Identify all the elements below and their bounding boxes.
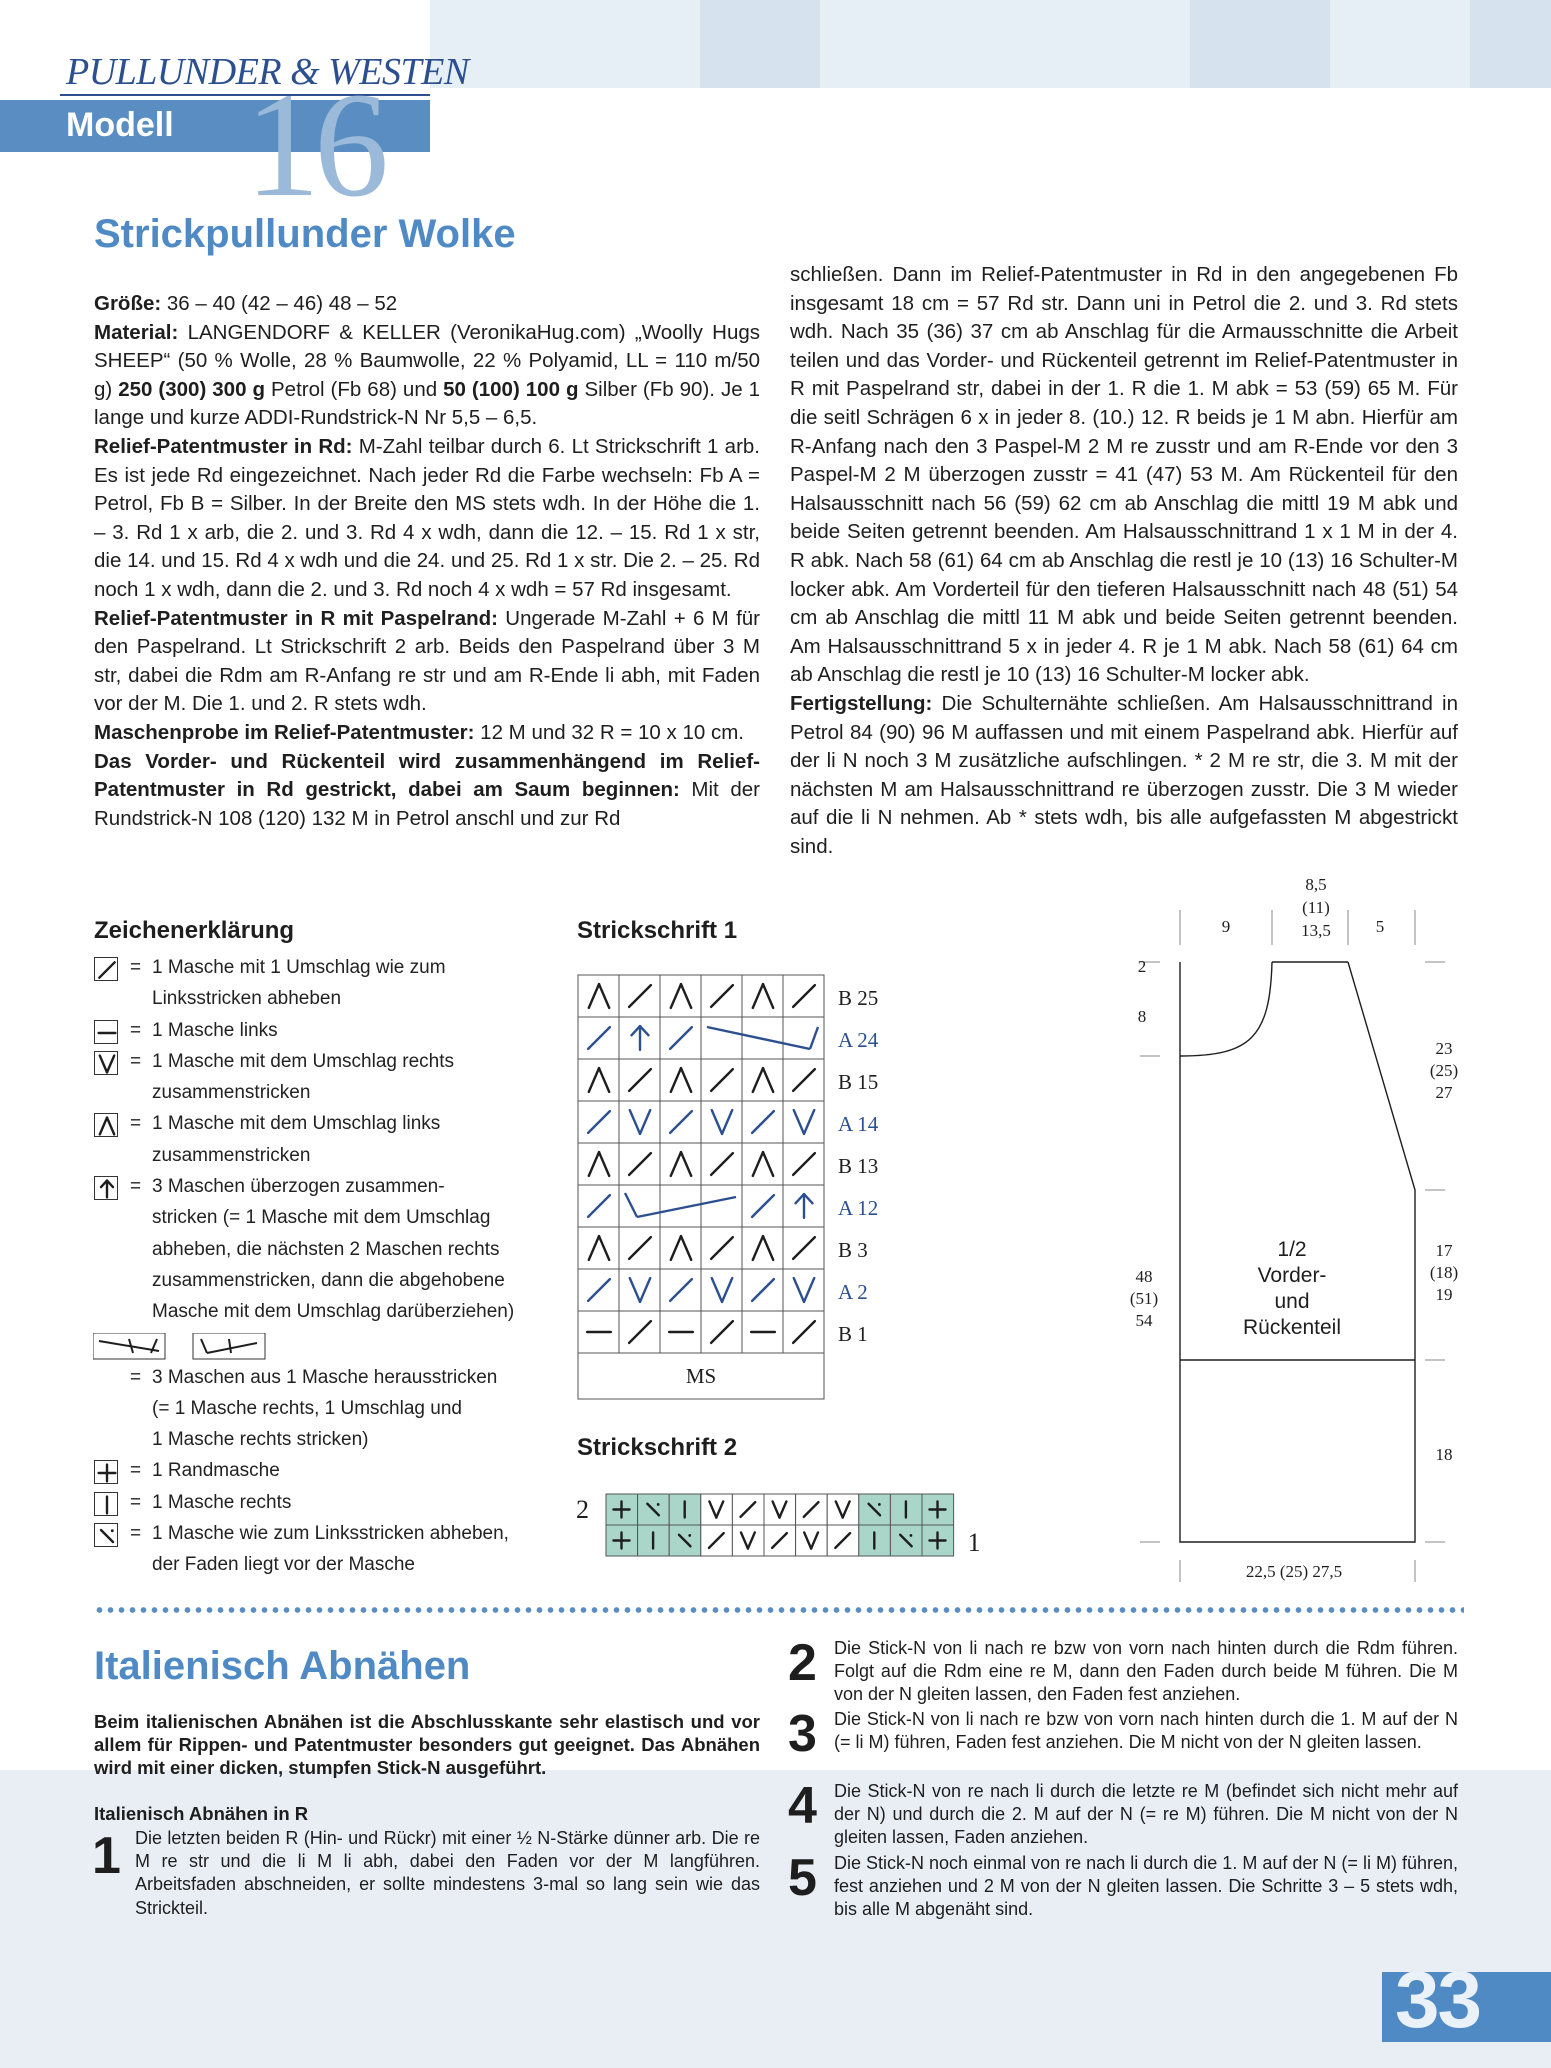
step-text: Die Stick-N von li nach re bzw von vorn nach hinten durch die Rdm führen. Folgt auf die Rdm eine re M, dann den Faden durch beide M führen. Die M von der N gleiten lassen, den Faden fest anziehen. [834, 1638, 1458, 1705]
legend-item [94, 1455, 534, 1486]
instruction-paragraph [790, 261, 1458, 690]
legend-text: stricken (= 1 Masche mit dem Umschlag [152, 1207, 491, 1229]
legend-item [94, 1171, 534, 1327]
legend-text: 1 Masche links [152, 1019, 278, 1041]
center-label: Vorder- [1257, 1264, 1327, 1287]
chart1-cell [701, 1017, 742, 1059]
step-number: 3 [788, 1705, 817, 1763]
legend-equals: = [130, 1019, 142, 1041]
lambda-icon-stroke [100, 1118, 107, 1135]
chart2-cell [827, 1494, 859, 1525]
chart1-cell [619, 1101, 660, 1143]
increase-icon [93, 1333, 273, 1361]
instruction-text: Silber (Fb 90). Je 1 lange und kurze ADDI-Rundstrick-N Nr 5,5 – 6,5. [94, 377, 761, 430]
instruction-text: Mit der Rundstrick-N 108 (120) 132 M in Petrol anschl und zur Rd [94, 778, 760, 830]
step-number: 4 [788, 1777, 817, 1835]
legend-equals: = [130, 1366, 142, 1388]
neck-label: 9 [1221, 917, 1231, 936]
legend-equals: = [130, 1491, 142, 1513]
neck-label: (11) [1302, 898, 1330, 917]
legend [94, 952, 534, 1581]
page-title: Strickpullunder Wolke [94, 212, 516, 256]
instruction-paragraph [94, 748, 760, 834]
legend-text: zusammenstricken [152, 1082, 311, 1104]
legend-text: der Faden liegt vor der Masche [152, 1554, 415, 1576]
italian-subtitle: Italienisch Abnähen in R [94, 1803, 309, 1824]
right-label: 19 [1435, 1285, 1453, 1304]
legend-equals: = [130, 1176, 142, 1198]
instruction-text: Ungerade M-Zahl + 6 M für den Paspelrand. Lt Strickschrift 2 arb. Beids den Paspelrand über 3 M str, dabei die Rdm am R-Anfang re str und am R-Ende li abh, mit Faden vor der M. Die 1. und 2. R stets wdh. [94, 606, 760, 716]
legend-title: Zeichenerklärung [94, 917, 295, 944]
italian-title: Italienisch Abnähen [94, 1644, 471, 1688]
legend-item [94, 1518, 534, 1581]
instruction-text: Die Schulternähte schließen. Am Halsausschnittrand in Petrol 84 (90) 96 M auffassen und mit einem Paspelrand abk. Hierfür auf der li N noch 3 M zusätzliche aufschlingen. * 2 M re str, die 3. M mit der nächsten M am Halsausschnittrand re überzogen zusstr. Die 3 M wieder auf die li N nehmen. Ab * stets wdh, bis alle aufgefassten M abgestrickt sind. [790, 691, 1458, 858]
instruction-text: LANGENDORF & KELLER (VeronikaHug.com) „Woolly Hugs SHEEP“ (50 % Wolle, 28 % Baumwolle, 22 % Polyamid, LL = 110 m/50 g) [94, 320, 760, 401]
chart1-row-label: B 1 [838, 1322, 868, 1346]
chart2-cell [732, 1525, 764, 1556]
chart1-cell [578, 1143, 619, 1185]
legend-item [94, 1015, 534, 1046]
instruction-text: M-Zahl teilbar durch 6. Lt Strickschrift 1 arb. Es ist jede Rd eingezeichnet. Nach jeder Rd die Farbe wechseln: Fb A = Petrol, Fb B = Silber. In der Breite den MS stets wdh. In der Höhe die 1. – 3. Rd 1 x arb, die 2. und 3. Rd 4 x wdh, dann die 12. – 15. Rd 1 x str, die 14. und 15. Rd 4 x wdh und die 24. und 25. Rd 1 x str. Die 2. – 25. Rd noch 1 x wdh, dann die 2. und 3. Rd noch 4 x wdh = 57 Rd insgesamt. [94, 434, 761, 601]
dot-mark [878, 1503, 881, 1506]
chart2-cell [764, 1494, 796, 1525]
chart2-cell [701, 1494, 733, 1525]
v-icon [94, 1051, 120, 1077]
legend-text: 1 Masche mit 1 Umschlag wie zum [152, 957, 446, 978]
modell-label: Modell [66, 106, 174, 144]
chart1-cell [578, 1059, 619, 1101]
chart1-cell [742, 975, 783, 1017]
dot-slash-icon [94, 1523, 120, 1549]
center-label: 1/2 [1277, 1238, 1307, 1261]
legend-equals: = [130, 1460, 142, 1482]
step-text: Die letzten beiden R (Hin- und Rückr) mit einer ½ N-Stärke dünner arb. Die re M re str und die li M li abh, dabei den Faden vor der M langführen. Arbeitsfaden abschneiden, er sollte mindestens 3-mal so lang sein wie das Strickteil. [135, 1828, 760, 1918]
chart1-cell [701, 1185, 742, 1227]
legend-text: 3 Maschen überzogen zusammen- [152, 1176, 445, 1198]
instruction-paragraph [94, 719, 760, 748]
dot-mark [111, 1529, 114, 1532]
legend-text: 1 Masche rechts [152, 1491, 292, 1513]
slash-icon-stroke [99, 962, 114, 977]
step-text: Die Stick-N von li nach re bzw von vorn nach hinten durch die 1. M auf der N (= li M) führen, Faden fest anziehen. Die M nicht von der N gleiten lassen. [834, 1709, 1458, 1753]
instruction-text: schließen. Dann im Relief-Patentmuster in Rd in den angegebenen Fb insgesamt 18 cm = 57 Rd str. Dann uni in Petrol die 2. und 3. Rd stets wdh. Nach 35 (36) 37 cm ab Anschlag für die Armausschnitte die Arbeit teilen und das Vorder- und Rückenteil getrennt im Relief-Patentmuster in R mit Paspelrand str, dabei in der 1. R die 1. M abk = 53 (59) 65 M. Für die seitl Schrägen 6 x in jeder 8. (10.) 12. R beids je 1 M abn. Hierfür am R-Anfang nach den 3 Paspel-M 2 M re zusstr und am R-Ende vor den 3 Paspel-M 2 M überzogen zusstr = 41 (47) 53 M. Am Rückenteil für den Halsausschnitt nach 56 (59) 62 cm ab Anschlag die mittl 19 M abk und beide Seiten getrennt beenden. Am Halsausschnittrand 1 x 1 M in der 4. R abk. Nach 58 (61) 64 cm ab Anschlag die restl je 10 (13) 16 Schulter-M locker abk. Am Vorderteil für den tieferen Halsausschnitt nach 48 (51) 54 cm ab Anschlag die mittl 11 M abk und beide Seiten getrennt beenden. Am Halsausschnittrand 5 x in jeder 4. R je 1 M abk. Nach 58 (61) 64 cm ab Anschlag die restl je 10 (13) 16 Schulter-M locker abk. [790, 263, 1458, 687]
chart1-cell [660, 975, 701, 1017]
chart1-cell [783, 1017, 824, 1059]
dotted-separator [94, 1607, 1464, 1613]
increase-icon-holder [94, 1334, 274, 1362]
instruction-text: Petrol (Fb 68) und [265, 377, 444, 401]
legend-text: (= 1 Masche rechts, 1 Umschlag und [152, 1397, 462, 1419]
instructions-left [94, 290, 760, 833]
instruction-text: 12 M und 32 R = 10 x 10 cm. [474, 720, 744, 744]
chart1-row-label: B 13 [838, 1154, 879, 1178]
legend-text: abheben, die nächsten 2 Maschen rechts [152, 1238, 500, 1260]
v-icon-stroke [107, 1055, 114, 1072]
chart1-cell [660, 1143, 701, 1185]
left-label: 2 [1137, 957, 1147, 976]
chart2-row-label: 2 [576, 1495, 589, 1524]
chart2-title: Strickschrift 2 [577, 1434, 738, 1461]
neck-label: 13,5 [1301, 921, 1331, 940]
chart1-cell [783, 1269, 824, 1311]
instruction-bold: Relief-Patentmuster in R mit Paspelrand: [94, 606, 498, 630]
chart2-cell [796, 1525, 828, 1556]
chart1-row-label: A 14 [838, 1112, 879, 1136]
italian-intro: Beim italienischen Abnähen ist die Abschlusskante sehr elastisch und vor allem für Rippen- und Patentmuster besonders gut geeignet. Das Abnähen wird mit einer dicken, stumpfen Stick-N ausgeführt. [94, 1711, 760, 1778]
dot-mark [910, 1534, 913, 1537]
legend-item [94, 1328, 534, 1362]
chart1-title: Strickschrift 1 [577, 917, 738, 944]
legend-text: 1 Masche mit dem Umschlag links [152, 1113, 441, 1135]
arrow-up-icon [94, 1176, 120, 1202]
left-label: 48 [1135, 1267, 1153, 1286]
legend-text: Linksstricken abheben [152, 988, 342, 1010]
legend-text: zusammenstricken, dann die abgehobene [152, 1269, 505, 1291]
legend-text: 1 Masche mit dem Umschlag rechts [152, 1050, 454, 1072]
legend-equals: = [130, 1050, 142, 1072]
step-text: Die Stick-N von re nach li durch die letzte re M (befindet sich nicht mehr auf der N) und durch die 2. M auf der N (= re M) führen. Die M nicht von der N gleiten lassen, Faden anziehen. [834, 1781, 1458, 1848]
lambda-icon [94, 1113, 120, 1139]
legend-text: zusammenstricken [152, 1144, 311, 1166]
step-number: 1 [92, 1827, 121, 1885]
dot-slash-icon-box [94, 1523, 118, 1547]
instruction-bold: Größe: [94, 292, 162, 315]
left-label: 8 [1137, 1007, 1147, 1026]
right-label: (25) [1429, 1061, 1459, 1080]
legend-text: 3 Maschen aus 1 Masche herausstricken [152, 1366, 498, 1388]
bottom-label: 22,5 (25) 27,5 [1245, 1562, 1343, 1581]
chart1-cell [660, 1227, 701, 1269]
chart1-cell [619, 1185, 660, 1227]
chart1-grid [577, 974, 877, 1394]
bar-icon [94, 1492, 120, 1518]
dot-mark [657, 1503, 660, 1506]
step-number: 2 [788, 1634, 817, 1692]
chart1-cell [578, 1227, 619, 1269]
dash-icon [94, 1020, 120, 1046]
chart1-cell [701, 1269, 742, 1311]
header-tile [1470, 0, 1551, 88]
slash-icon [94, 957, 120, 983]
instruction-bold: Relief-Patentmuster in Rd: [94, 434, 353, 458]
neck-label: 8,5 [1305, 875, 1327, 894]
chart1-ms-label: MS [685, 1364, 717, 1388]
modell-number: 16 [245, 62, 383, 228]
v-icon-box [94, 1051, 118, 1075]
instructions-right [790, 261, 1458, 861]
v-icon-stroke [100, 1055, 107, 1072]
instruction-bold: 250 (300) 300 g [118, 377, 266, 401]
chart1-cell [742, 1227, 783, 1269]
dash-icon-box [94, 1020, 118, 1044]
instruction-paragraph [94, 433, 760, 605]
chart1-row-label: B 15 [838, 1070, 879, 1094]
right-label: 17 [1435, 1241, 1453, 1260]
instruction-paragraph [790, 690, 1458, 862]
legend-equals: = [130, 957, 142, 978]
legend-equals: = [130, 1523, 142, 1545]
neck-label: 5 [1375, 917, 1385, 936]
chart2-row-label: 1 [967, 1528, 981, 1557]
legend-text: 1 Masche wie zum Linksstricken abheben, [152, 1523, 509, 1545]
step-number: 5 [788, 1849, 817, 1907]
schematic-diagram [1100, 870, 1520, 1600]
legend-text: 1 Masche rechts stricken) [152, 1429, 369, 1451]
slash-icon-box [94, 957, 118, 981]
chart1-row-label: A 12 [838, 1196, 879, 1220]
left-label: 54 [1135, 1311, 1153, 1330]
legend-text: 1 Randmasche [152, 1460, 280, 1482]
instruction-bold: Das Vorder- und Rückenteil wird zusammenhängend im Relief-Patentmuster in Rd gestrickt, dabei am Saum beginnen: [94, 749, 760, 802]
page-number: 33 [1395, 1955, 1480, 2044]
instruction-text: 36 – 40 (42 – 46) 48 – 52 [161, 292, 398, 315]
legend-item [94, 952, 534, 1015]
plus-icon-box [94, 1460, 118, 1484]
header-tile [1190, 0, 1330, 88]
instruction-bold: Maschenprobe im Relief-Patentmuster: [94, 720, 475, 744]
chart1-row-label: B 25 [838, 986, 879, 1010]
neckline-curve [1180, 962, 1272, 1056]
legend-equals: = [130, 1113, 142, 1135]
chart1-cell [783, 1101, 824, 1143]
right-label: 27 [1435, 1083, 1453, 1102]
arrow-up-icon-box [94, 1176, 118, 1200]
chart1-cell [578, 975, 619, 1017]
step-text: Die Stick-N noch einmal von re nach li durch die 1. M auf der N (= li M) führen, fest anziehen und 2 M von der N gleiten lassen. Die Schritte 3 – 5 stets wdh, bis alle M abgenäht sind. [834, 1853, 1458, 1920]
plus-icon [94, 1460, 120, 1486]
instruction-paragraph [94, 319, 760, 433]
instruction-paragraph [94, 605, 760, 719]
chart1-row-label: A 2 [838, 1280, 868, 1304]
legend-text: Masche mit dem Umschlag darüberziehen) [152, 1301, 515, 1323]
chart1-row-label: B 3 [838, 1238, 868, 1262]
right-label: 23 [1435, 1039, 1453, 1058]
dot-mark [688, 1534, 691, 1537]
right-label: 18 [1435, 1445, 1453, 1464]
chart1-cell [619, 1269, 660, 1311]
instruction-paragraph [94, 290, 760, 319]
chart1-cell [742, 1143, 783, 1185]
chart1-cell [701, 1101, 742, 1143]
legend-item-text [94, 1362, 534, 1456]
dot-slash-icon-stroke [101, 1530, 113, 1542]
center-label: Rückenteil [1242, 1316, 1342, 1339]
header-tile [700, 0, 820, 88]
lambda-icon-stroke [107, 1118, 114, 1135]
instruction-bold: Fertigstellung: [790, 691, 933, 715]
bar-icon-box [94, 1492, 118, 1516]
legend-item [94, 1108, 534, 1171]
chart1-row-label: A 24 [838, 1028, 879, 1052]
brand-title: PULLUNDER & WESTEN [66, 51, 469, 93]
lambda-icon-box [94, 1113, 118, 1137]
instruction-bold: Material: [94, 320, 179, 344]
left-label: (51) [1129, 1289, 1159, 1308]
chart1-cell [742, 1059, 783, 1101]
legend-item [94, 1487, 534, 1518]
legend-item [94, 1046, 534, 1109]
chart1-cell [660, 1059, 701, 1101]
right-label: (18) [1429, 1263, 1459, 1282]
instruction-bold: 50 (100) 100 g [443, 377, 579, 401]
center-label: und [1274, 1290, 1310, 1313]
chart2-grid [570, 1490, 1090, 1570]
